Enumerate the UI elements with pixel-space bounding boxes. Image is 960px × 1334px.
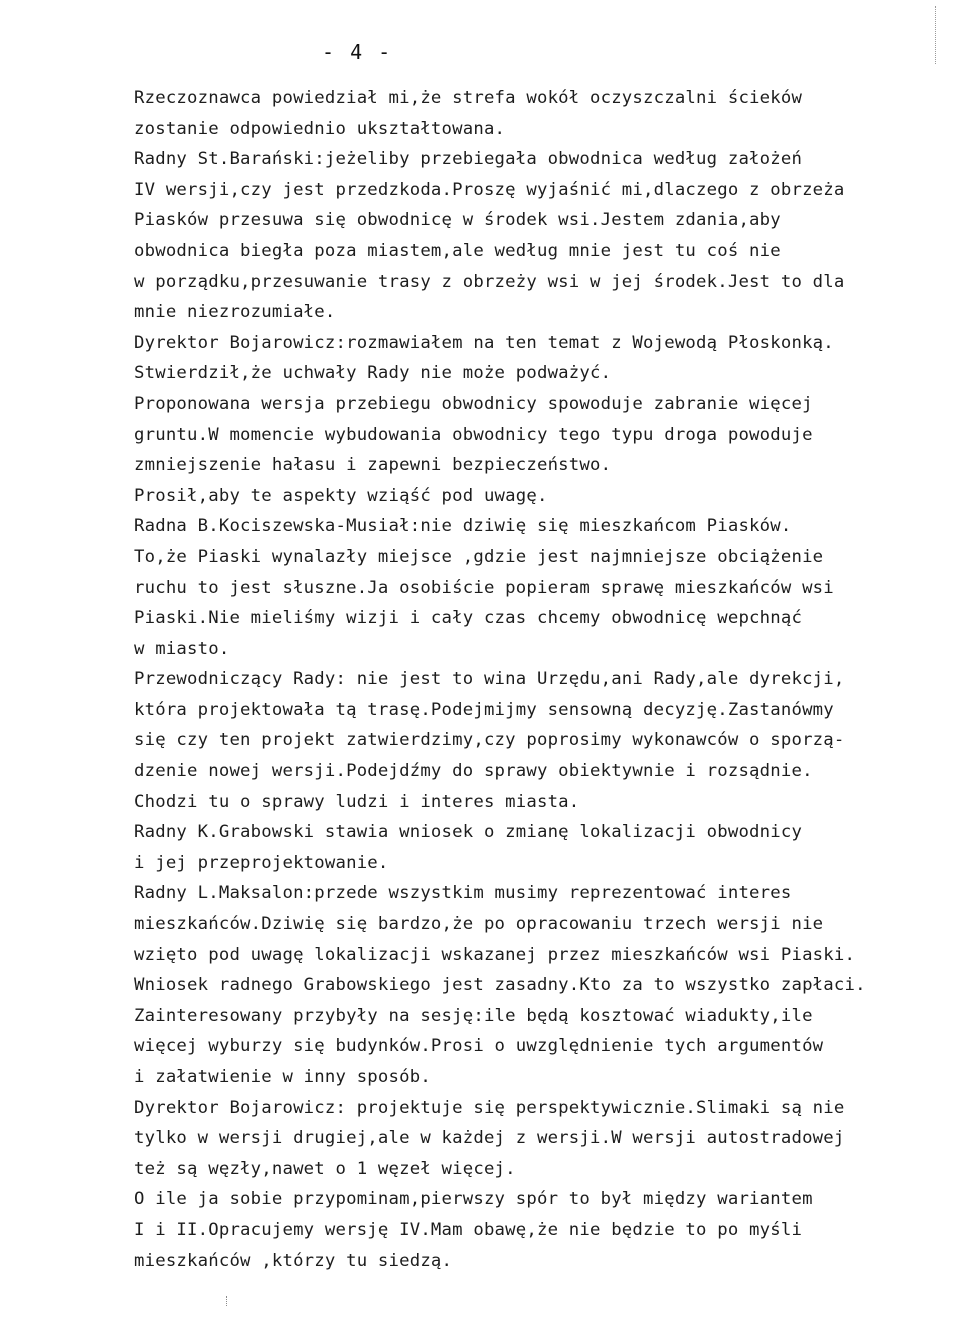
text-line: wzięto pod uwagę lokalizacji wskazanej przez mieszkańców wsi Piaski. — [134, 944, 856, 965]
text-line: Radny L.Maksalon:przede wszystkim musimy reprezentować interes — [134, 883, 792, 904]
text-line: Radny St.Barański:jeżeliby przebiegała obwodnica według założeń — [134, 149, 803, 170]
text-line: Piasków przesuwa się obwodnicę w środek wsi.Jestem zdania,aby — [134, 210, 781, 231]
text-line: Radna B.Kociszewska-Musiał:nie dziwię się mieszkańcom Piasków. — [134, 516, 792, 537]
text-line: i jej przeprojektowanie. — [134, 852, 389, 873]
text-line: mieszkańców.Dziwię się bardzo,że po opracowaniu trzech wersji nie — [134, 914, 824, 935]
text-line: zmniejszenie hałasu i zapewni bezpieczeństwo. — [134, 455, 612, 476]
text-line: Prosił,aby te aspekty wziąść pod uwagę. — [134, 485, 548, 506]
text-line: obwodnica biegła poza miastem,ale według mnie jest tu coś nie — [134, 240, 781, 261]
text-line: Przewodniczący Rady: nie jest to wina Urzędu,ani Rady,ale dyrekcji, — [134, 669, 845, 690]
text-line: gruntu.W momencie wybudowania obwodnicy tego typu droga powoduje — [134, 424, 813, 445]
text-line: Radny K.Grabowski stawia wniosek o zmianę lokalizacji obwodnicy — [134, 822, 803, 843]
text-line: zostanie odpowiednio ukształtowana. — [134, 118, 506, 139]
text-line: dzenie nowej wersji.Podejdźmy do sprawy obiektywnie i rozsądnie. — [134, 761, 813, 782]
text-line: Piaski.Nie mieliśmy wizji i cały czas chcemy obwodnicę wepchnąć — [134, 608, 803, 629]
text-line: Wniosek radnego Grabowskiego jest zasadny.Kto za to wszystko zapłaci. — [134, 975, 866, 996]
text-line: w porządku,przesuwanie trasy z obrzeży wsi w jej środek.Jest to dla — [134, 271, 845, 292]
text-line: O ile ja sobie przypominam,pierwszy spór to był między wariantem — [134, 1189, 813, 1210]
page-number: - 4 - — [322, 40, 393, 64]
text-line: więcej wyburzy się budynków.Prosi o uwzględnienie tych argumentów — [134, 1036, 824, 1057]
text-line: i załatwienie w inny sposób. — [134, 1067, 431, 1087]
margin-mark — [935, 6, 938, 64]
text-line: Rzeczoznawca powiedział mi,że strefa wokół oczyszczalni ścieków — [134, 88, 803, 108]
text-line: też są węzły,nawet o 1 węzeł więcej. — [134, 1158, 516, 1179]
text-line: Proponowana wersja przebiegu obwodnicy spowoduje zabranie więcej — [134, 393, 813, 414]
text-line: I i II.Opracujemy wersję IV.Mam obawę,że nie będzie to po myśli — [134, 1219, 803, 1240]
text-line: mieszkańców ,którzy tu siedzą. — [134, 1250, 453, 1271]
text-line: Dyrektor Bojarowicz: projektuje się perspektywicznie.Slimaki są nie — [134, 1097, 845, 1118]
stray-mark — [226, 1296, 230, 1306]
text-line: Zainteresowany przybyły na sesję:ile będą kosztować wiadukty,ile — [134, 1005, 813, 1026]
text-line: tylko w wersji drugiej,ale w każdej z wersji.W wersji autostradowej — [134, 1128, 845, 1149]
text-line: w miasto. — [134, 638, 230, 659]
text-line: mnie niezrozumiałe. — [134, 302, 336, 323]
text-line: Dyrektor Bojarowicz:rozmawiałem na ten temat z Wojewodą Płoskonką. — [134, 332, 834, 353]
text-line: się czy ten projekt zatwierdzimy,czy poprosimy wykonawców o sporzą- — [134, 730, 845, 751]
text-line: IV wersji,czy jest przedzkoda.Proszę wyjaśnić mi,dlaczego z obrzeża — [134, 179, 845, 200]
text-line: Stwierdził,że uchwały Rady nie może podważyć. — [134, 363, 612, 384]
text-line: ruchu to jest słuszne.Ja osobiście popieram sprawę mieszkańców wsi — [134, 577, 834, 598]
text-line: To,że Piaski wynalazły miejsce ,gdzie jest najmniejsze obciążenie — [134, 546, 824, 567]
text-line: Chodzi tu o sprawy ludzi i interes miasta. — [134, 791, 580, 812]
document-body — [134, 83, 954, 1276]
text-line: która projektowała tą trasę.Podejmijmy sensowną decyzję.Zastanówmy — [134, 699, 834, 720]
